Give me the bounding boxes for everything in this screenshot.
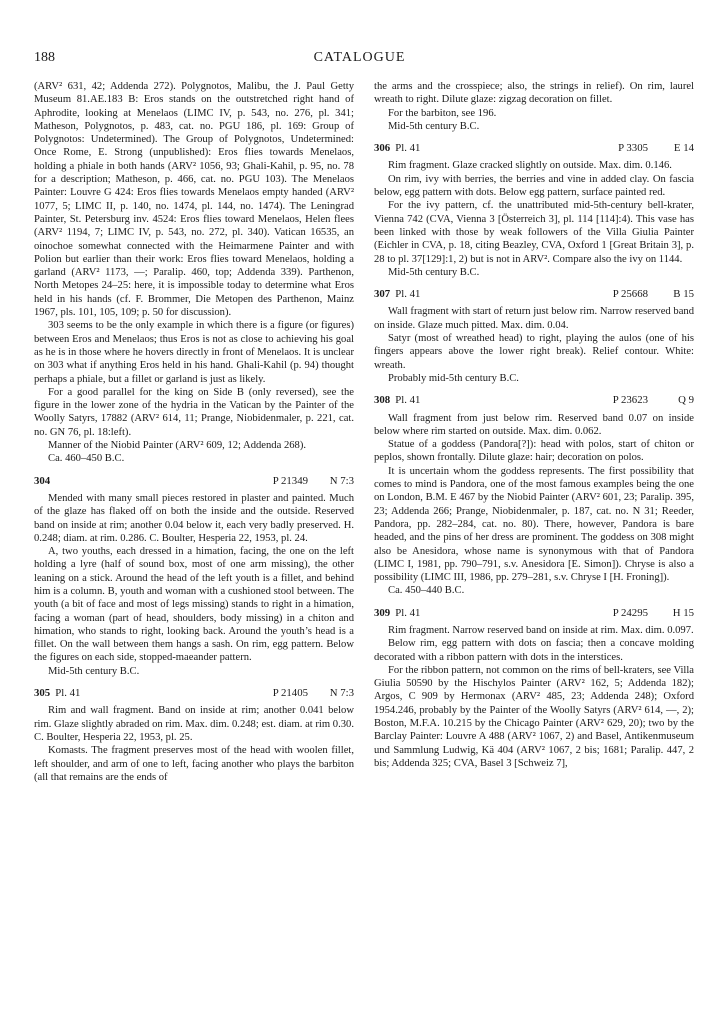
inventory-number: P 24295 [612,606,648,619]
entry-heading [374,288,694,301]
paragraph: Statue of a goddess (Pandora[?]): head with polos, start of chiton or peplos, shown frontally. Dilute glaze: hair; decoration on polos. [374,439,694,464]
entry-heading [34,687,354,700]
left-column [34,80,354,784]
paragraph: For the barbiton, see 196. [388,107,497,119]
paragraph: Wall fragment with start of return just below rim. Narrow reserved band on inside. Glaze much pitted. Max. dim. 0.04. [374,306,694,331]
paragraph: Wall fragment from just below rim. Reserved band 0.07 on inside below where rim started on outside. Max. dim. 0.062. [374,412,694,437]
inventory-number: P 23623 [612,394,648,407]
inventory-number: P 3305 [618,142,648,155]
grid-reference: Q 9 [678,394,694,407]
paragraph: A, two youths, each dressed in a himation, facing, the one on the left holding a lyre (half of sound box, most of one arm missing), the other leaning on a stick. Around the head of the left youth is a fillet, and behind him is a column. B, youth and woman with a cushioned stool between. The youth (a bit of face and most of legs missing) stands to right in a himation, facing a woman (part of head, shoulders, body missing) in a chiton and himation, who stands to right, looking back. Around the youth’s head is a fillet. On the wall between them hangs a sash. On rim, egg pattern. Below the figures on each side, stopped-maeander pattern. [34,546,354,664]
entry-number: 309 [374,606,391,619]
paragraph: Komasts. The fragment preserves most of the head with woolen fillet, left shoulder, and arm of one to left, facing another who plays the barbiton (all that remains are the ends of [34,745,354,783]
plate-reference: Pl. 41 [395,288,421,301]
paragraph: the arms and the crosspiece; also, the strings in relief). On rim, laurel wreath to right. Dilute glaze: zigzag decoration on fillet. [374,81,694,106]
grid-reference: E 14 [673,142,694,155]
plate-reference: Pl. 41 [395,142,421,155]
entry-heading [34,475,354,488]
paragraph: Below rim, egg pattern with dots on fascia; then a concave molding decorated with a ribbon pattern with dots in the interstices. [374,638,694,663]
paragraph: For the ribbon pattern, not common on the rims of bell-kraters, see Villa Giulia 50590 by the Hischylos Painter (ARV² 162, 5; Addenda 182); Argos, C 909 by Hermonax (ARV² 485, 23; Addenda 248); Oxford 1954.246, probably by the Painter of the Woolly Satyrs (ARV² 614, —, 2); Boston, M.F.A. 10.215 by the Chicago Painter (ARV² 629, 20); two by the Barclay Painter: Louvre A 488 (ARV² 1067, 2) and Basel, Antikenmuseum und Sammlung Ludwig, Kä 404 (ARV² 1067, 2 bis; 1681; Paralip. 447, 2 bis; Addenda 325; CVA, Basel 3 [Schweiz 7], [374,664,694,769]
date-line: Mid-5th century B.C. [48,665,140,677]
inventory-number: P 25668 [612,288,648,301]
running-title: CATALOGUE [313,50,406,65]
entry-number: 308 [374,394,391,407]
date-line: Ca. 460–450 B.C. [48,453,125,465]
inventory-number: P 21349 [272,474,308,487]
paragraph: For the ivy pattern, cf. the unattributed mid-5th-century bell-krater, Vienna 742 (CVA, Vienna 3 [Österreich 3], pl. 114 [114]:4). This vase has been linked with those by weak followers of the Villa Giulia Painter (Eichler in CVA, p. 18, citing Beazley, CVA, Oxford 1 [Great Britain 3], p. 28 to pl. 37[129]:1, 2) but is not in ARV². Compare also the ivy on 1144. [374,200,694,265]
right-column [374,80,694,770]
date-line: Ca. 450–440 B.C. [388,585,465,597]
paragraph: Mended with many small pieces restored in plaster and painted. Much of the glaze has flaked off on both the inside and the outside. Reserved band on inside at rim; another 0.04 below it, each very badly preserved. H. 0.248; diam. at rim. 0.286. C. Boulter, Hesperia 22, 1953, pl. 24. [34,492,354,544]
paragraph: Rim and wall fragment. Band on inside at rim; another 0.041 below rim. Glaze slightly abraded on rim. Max. dim. 0.248; est. diam. at rim 0.30. C. Boulter, Hesperia 22, 1953, pl. 25. [34,705,354,743]
paragraph: It is uncertain whom the goddess represents. The first possibility that comes to mind is Pandora, one of the most famous examples being the one on London, B.M. E 467 by the Niobid Painter (ARV² 601, 23; Paralip. 395, 23; Addenda 266; Prange, Niobidenmaler, p. 187, cat. no. N 31; Reeder, Pandora, pp. 282–284, cat. no. 80). There, however, Pandora is bare headed, and the pins of her dress are prominent. The goddess on 308 might also be Anesidora, whose name is synonymous with that of Pandora (LIMC I, 1981, pp. 790–791, s.v. Anesidora [E. Simon]). Chryse is also a possibility (LIMC III, 1986, pp. 279–281, s.v. Chryse I [H. Froning]). [374,465,694,584]
page-header [34,50,685,70]
grid-reference: N 7:3 [329,687,354,700]
paragraph: For a good parallel for the king on Side B (only reversed), see the figure in the lower zone of the hydria in the Vatican by the Painter of the Woolly Satyrs, 17882 (ARV² 614, 11; Prange, Niobidenmaler, p. 221, cat. no. GN 76, pl. 18:left). [34,386,354,438]
date-line: Probably mid-5th century B.C. [388,372,519,384]
inventory-number: P 21405 [272,687,308,700]
plate-reference: Pl. 41 [55,687,81,700]
paragraph: Rim fragment. Glaze cracked slightly on outside. Max. dim. 0.146. [388,160,672,172]
paragraph: 303 seems to be the only example in which there is a figure (or figures) between Eros and Menelaos; thus Eros is not as close to achieving his goal as he is in those where he hovers directly in front of Menelaos. It is unclear on 303 what if anything Eros held in his hand. Ghali-Kahil (p. 94) thought perhaps a phiale, but a fillet or garland is just as likely. [34,320,354,385]
grid-reference: H 15 [672,606,694,619]
page-number: 188 [34,50,55,65]
paragraph: (ARV² 631, 42; Addenda 272). Polygnotos, Malibu, the J. Paul Getty Museum 81.AE.183 B: Eros stands on the outstretched right hand of Aphrodite, looking at Menelaos (LIMC IV, p. 543, no. 276, pl. 341; Matheson, Polygnotos, p. 483, cat. no. PGU 186, pl. 169: Group of Polygnotos: Undetermined). The Group of Polygnotos, Undetermined: Once Rome, E. Strong (unpublished): Eros flies towards Menelaos, holding a phiale in both hands (ARV² 1056, 93; Ghali-Kahil, p. 95, no. 78 for a description; Matheson, p. 466, cat. no. PGU 103). The Menelaos Painter: Louvre G 424: Eros flies towards Menelaos empty handed (ARV² 1077, 5; LIMC II, p. 140, no. 1474, pl. 144, no. 1474). The Leningrad Painter, St. Petersburg inv. 4524: Eros flies toward Menelaos, Helen flees (ARV² 1194, 7; LIMC IV, p. 543, no. 272, pl. 340). Vatican 16535, an oinochoe somewhat connected with the Heimarmene Painter and with Polion but earlier than their work: Eros flies toward Menelaos, holding a garland (ARV² 1173, —; Paralip. 460, top; Addenda 339). Parthenon, North Metopes 24–25: here, it is impossible today to determine what Eros held in his hands (cf. F. Brommer, Die Metopen des Parthenon, Mainz 1967, pls. 101, 105, 109; p. 50 for discussion). [34,81,354,319]
grid-reference: N 7:3 [329,474,354,487]
entry-number: 304 [34,474,51,487]
paragraph: Satyr (most of wreathed head) to right, playing the aulos (one of his fingers appears above the lower right break). Relief contour. White: wreath. [374,333,694,371]
plate-reference: Pl. 41 [395,394,421,407]
paragraph: Manner of the Niobid Painter (ARV² 609, 12; Addenda 268). [48,440,307,452]
paragraph: Rim fragment. Narrow reserved band on inside at rim. Max. dim. 0.097. [388,624,694,636]
entry-number: 306 [374,142,391,155]
date-line: Mid-5th century B.C. [388,120,480,132]
entry-heading [374,142,694,155]
date-line: Mid-5th century B.C. [388,266,480,278]
plate-reference: Pl. 41 [395,606,421,619]
entry-number: 307 [374,288,391,301]
entry-number: 305 [34,687,51,700]
paragraph: On rim, ivy with berries, the berries and vine in added clay. On fascia below, egg pattern with dots. Below egg pattern, surface painted red. [374,173,694,199]
entry-heading [374,607,694,620]
grid-reference: B 15 [673,288,694,301]
entry-heading [374,394,694,407]
